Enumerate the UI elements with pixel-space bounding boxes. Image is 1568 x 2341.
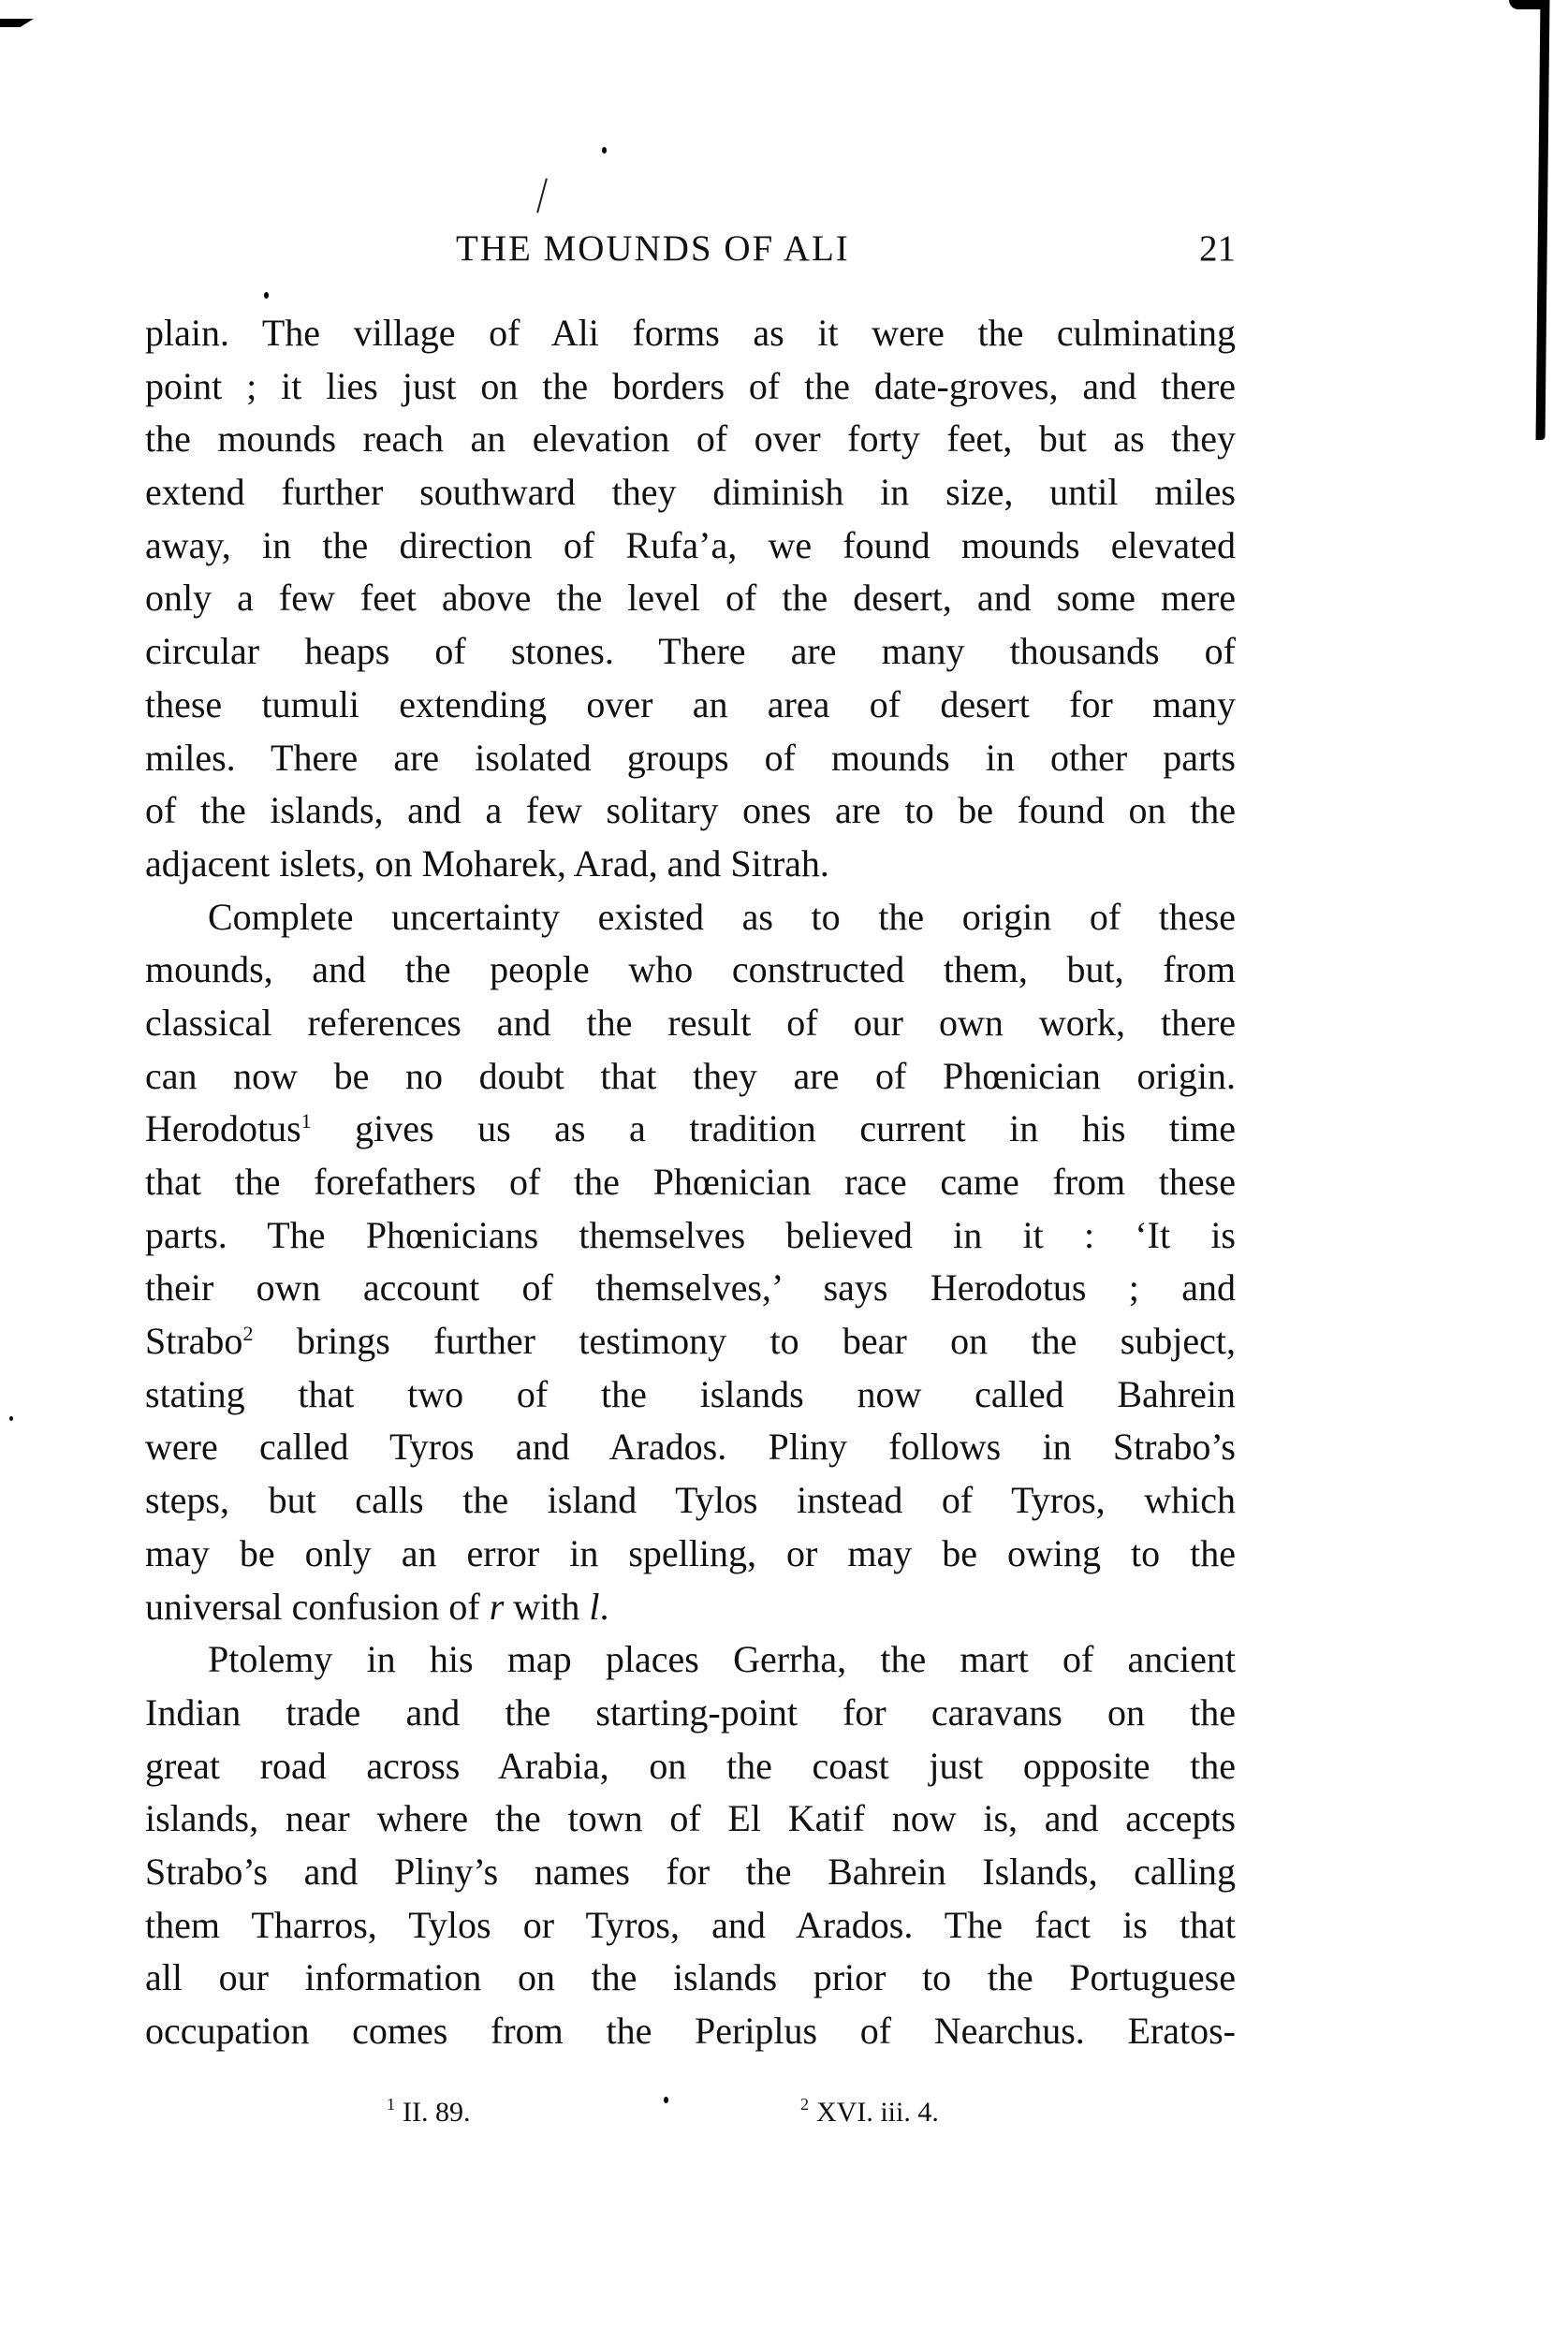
text-line: away, in the direction of Rufa’a, we found mounds elevated	[145, 523, 1236, 566]
text-line	[145, 1103, 1236, 1156]
text-line: Indian trade and the starting-point for caravans on the	[145, 1690, 1236, 1734]
text-segment: Herodotus	[145, 1107, 301, 1150]
text-line: the mounds reach an elevation of over forty feet, but as they	[145, 417, 1236, 461]
text-segment: .	[599, 1585, 609, 1628]
text-line: of the islands, and a few solitary ones are to be found on the	[145, 789, 1236, 832]
scan-artifact-page-edge	[1536, 0, 1550, 440]
text-line: may be only an error in spelling, or may be owing to the	[145, 1531, 1236, 1574]
text-line: extend further southward they diminish in size, until miles	[145, 471, 1236, 514]
scan-artifact-corner	[0, 19, 34, 27]
footnote-reference[interactable]: 1	[300, 1109, 312, 1134]
text-line: Complete uncertainty existed as to the origin of these	[208, 895, 1236, 938]
scan-artifact-dot	[264, 292, 269, 299]
text-line: point ; it lies just on the borders of the date-groves, and there	[145, 364, 1236, 407]
footnote-reference[interactable]: 2	[242, 1322, 254, 1346]
text-line: can now be no doubt that they are of Phœnician origin.	[145, 1054, 1236, 1097]
footnote-marker: 1	[387, 2095, 395, 2114]
text-line: classical references and the result of our own work, there	[145, 1001, 1236, 1044]
text-line: them Tharros, Tylos or Tyros, and Arados. The fact is that	[145, 1903, 1236, 1946]
text-line: their own account of themselves,’ says Herodotus ; and	[145, 1266, 1236, 1309]
text-line: occupation comes from the Periplus of Nearchus. Eratos-	[145, 2010, 1236, 2052]
text-line: islands, near where the town of El Katif now is, and accepts	[145, 1797, 1236, 1840]
body-text	[145, 307, 1236, 2058]
footnote-text: II. 89.	[403, 2097, 471, 2128]
paragraph	[145, 1633, 1236, 2058]
text-line: great road across Arabia, on the coast just opposite the	[145, 1744, 1236, 1787]
footnote-1	[387, 2085, 470, 2131]
text-line: parts. The Phœnicians themselves believed in it : ‘It is	[145, 1213, 1236, 1256]
text-line: all our information on the islands prior to the Portuguese	[145, 1956, 1236, 1999]
text-segment: gives us as a tradition current in his time	[355, 1107, 1237, 1150]
text-line: Ptolemy in his map places Gerrha, the mart of ancient	[208, 1638, 1236, 1681]
italic-letter: r	[489, 1585, 505, 1628]
footnote-text: XVI. iii. 4.	[816, 2097, 939, 2128]
text-line: steps, but calls the island Tylos instead of Tyros, which	[145, 1479, 1236, 1522]
text-segment: with	[504, 1585, 590, 1628]
text-segment: universal confusion of	[145, 1585, 490, 1628]
scan-artifact-dot	[9, 1416, 13, 1421]
text-line: adjacent islets, on Moharek, Arad, and Sitrah.	[145, 841, 829, 885]
text-line: stating that two of the islands now called Bahrein	[145, 1372, 1236, 1415]
text-line: mounds, and the people who constructed them, but, from	[145, 948, 1236, 991]
text-line: circular heaps of stones. There are many thousands of	[145, 630, 1236, 673]
footnote-2	[800, 2085, 939, 2131]
text-segment: brings further testimony to bear on the subject,	[296, 1320, 1236, 1363]
text-line: miles. There are isolated groups of mounds in other parts	[145, 736, 1236, 779]
running-title: THE MOUNDS OF ALI	[456, 228, 850, 269]
text-line: Strabo’s and Pliny’s names for the Bahrein Islands, calling	[145, 1850, 1236, 1893]
text-segment: Strabo	[145, 1320, 243, 1363]
text-line	[145, 1581, 1236, 1634]
paragraph	[145, 891, 1236, 1634]
paragraph	[145, 307, 1236, 891]
text-line: that the forefathers of the Phœnician race came from these	[145, 1161, 1236, 1203]
italic-letter: l	[589, 1585, 600, 1628]
scan-artifact-stroke	[536, 178, 548, 212]
scan-artifact-dot	[602, 147, 607, 154]
scan-artifact-dot	[664, 2097, 668, 2103]
text-line: only a few feet above the level of the desert, and some mere	[145, 577, 1236, 620]
text-line: were called Tyros and Arados. Pliny follows in Strabo’s	[145, 1426, 1236, 1469]
footnote-marker: 2	[800, 2095, 809, 2114]
text-line	[145, 1315, 1236, 1368]
text-line: plain. The village of Ali forms as it were the culminating	[145, 312, 1236, 354]
page-number: 21	[1199, 228, 1236, 269]
text-line: these tumuli extending over an area of desert for many	[145, 682, 1236, 725]
